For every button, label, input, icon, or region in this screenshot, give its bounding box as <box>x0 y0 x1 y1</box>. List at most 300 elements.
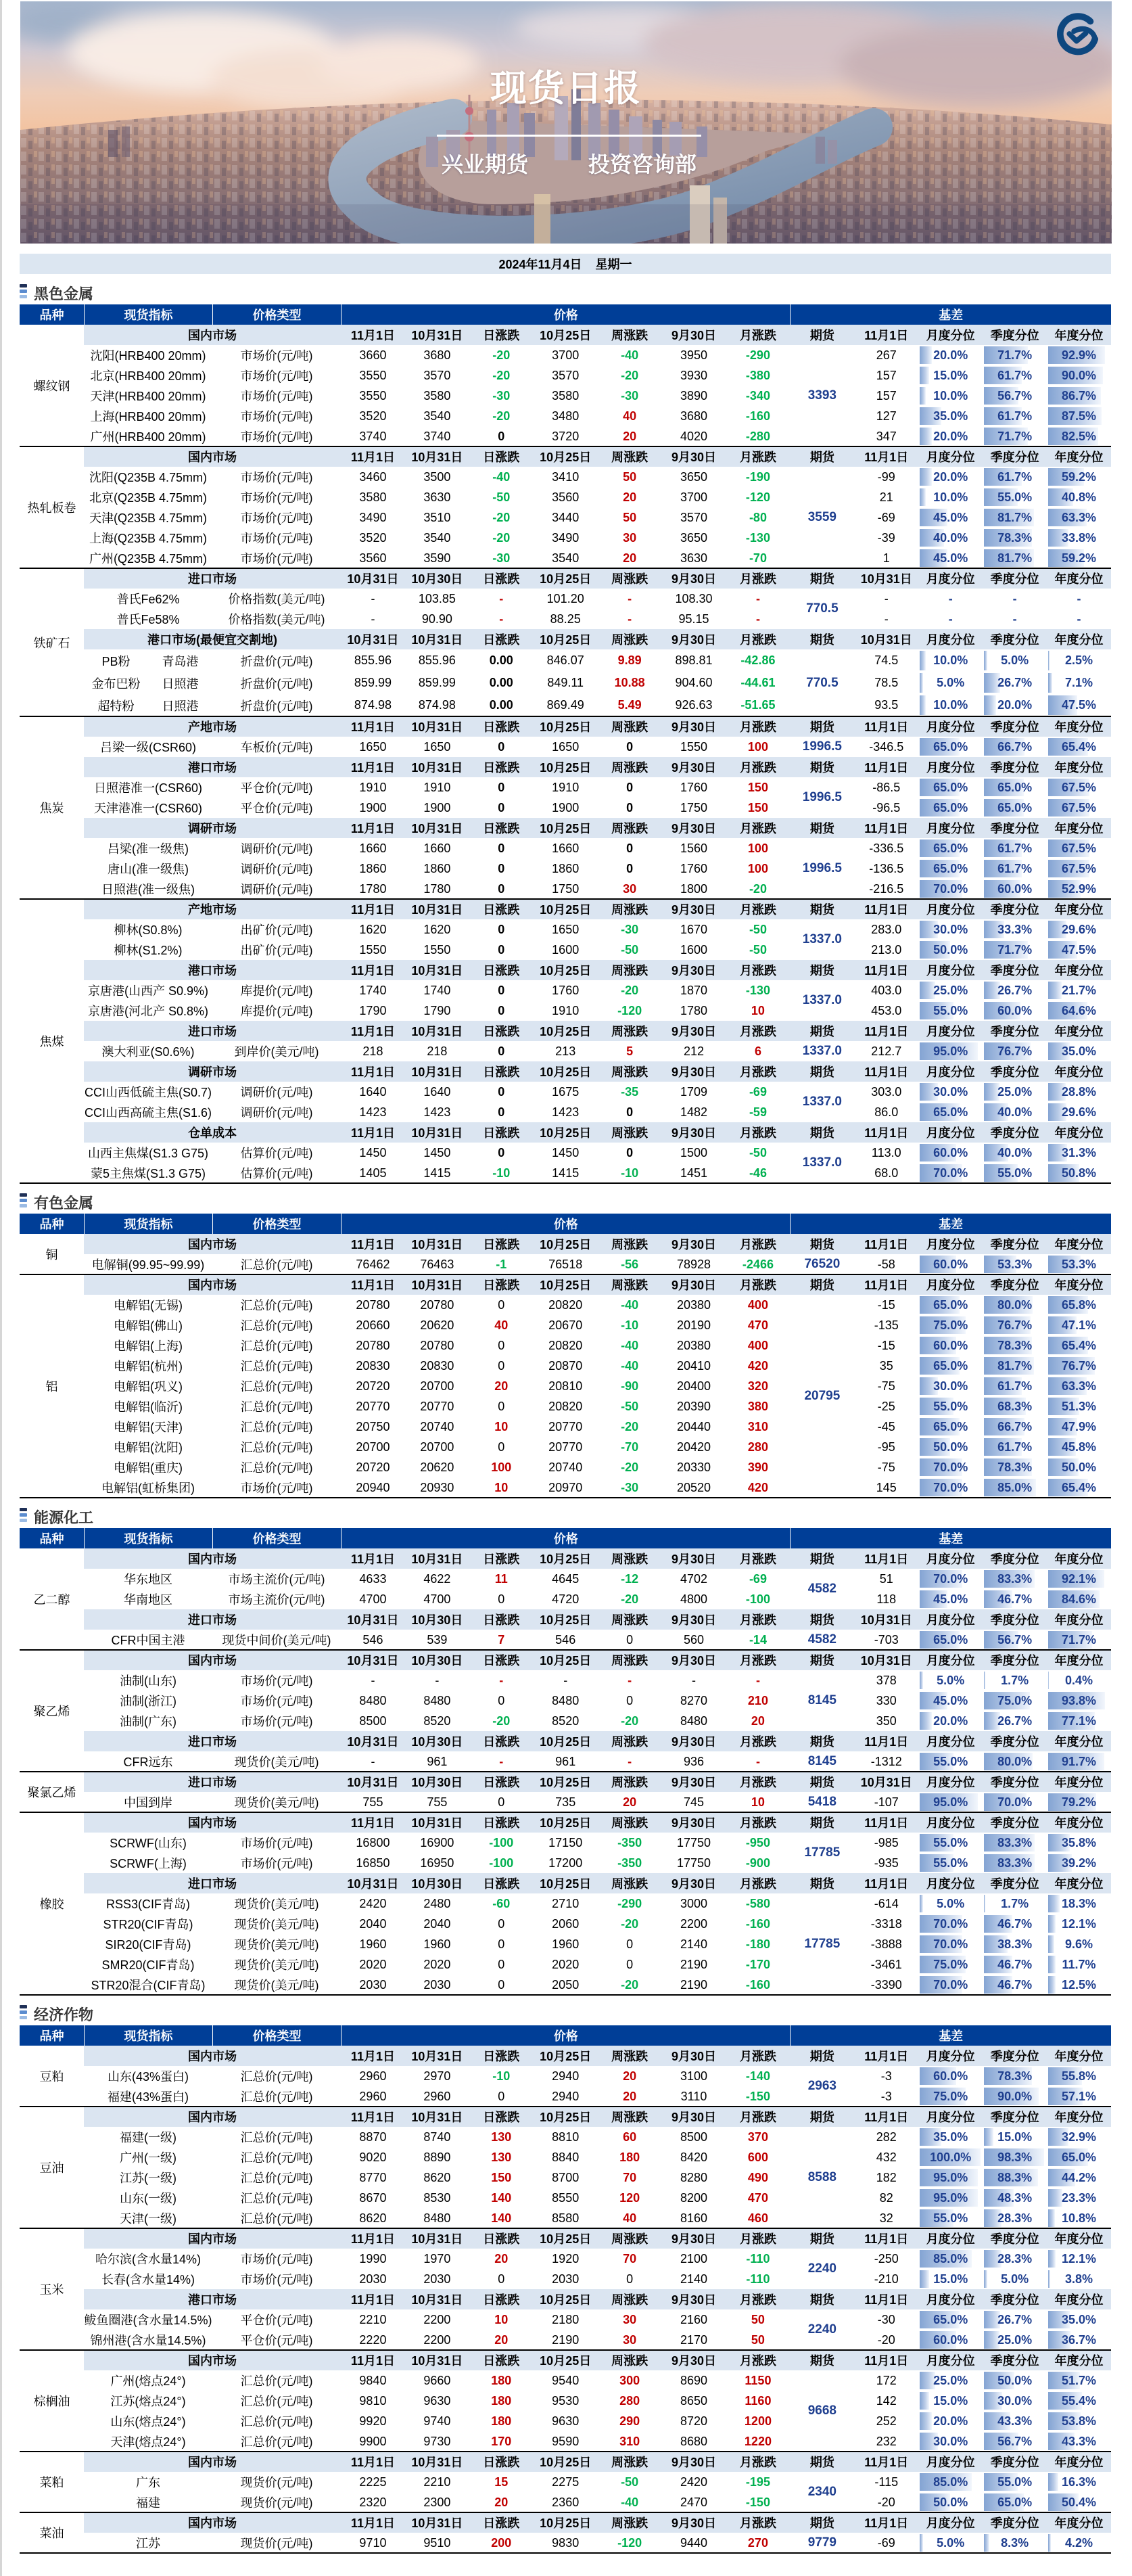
price-type: 市场主流价(元/吨) <box>228 1573 325 1586</box>
price-type: 市场价(元/吨) <box>240 2273 313 2286</box>
label-day-change: 日涨跌 <box>483 1025 520 1038</box>
data-bar <box>984 1672 985 1689</box>
basis-pct-quarter <box>983 1102 1047 1122</box>
week-change: -20 <box>621 983 639 997</box>
price-previous: 20620 <box>420 1460 454 1474</box>
basis-pct-quarter <box>983 2127 1047 2147</box>
date-month-ago: 9月30日 <box>671 1279 717 1292</box>
basis-value: -95 <box>877 1440 895 1454</box>
basis-pct-quarter <box>983 1437 1047 1457</box>
block-rows <box>84 2249 1111 2289</box>
variety-label: 焦煤 <box>39 1035 64 1049</box>
spot-indicator: SCRWF(山东) <box>110 1837 187 1850</box>
label-week-change: 周涨跌 <box>611 1025 648 1038</box>
basis-value: -703 <box>874 1632 899 1647</box>
label-pct-year: 年度分位 <box>1054 1735 1104 1749</box>
label-day-change: 日涨跌 <box>483 2456 520 2469</box>
basis-pct-month <box>918 1670 983 1690</box>
day-change: 0 <box>498 1937 505 1951</box>
week-change: 20 <box>623 1795 637 1809</box>
basis-pct-year <box>1047 672 1111 694</box>
month-change: 400 <box>747 1338 768 1352</box>
basis-pct-year <box>1047 2370 1111 2391</box>
basis-pct-month <box>918 1376 983 1396</box>
week-change: -30 <box>621 922 639 936</box>
price-current: 755 <box>362 1795 383 1809</box>
basis-pct-quarter <box>983 528 1047 548</box>
price-month-ago: 936 <box>684 1754 705 1768</box>
basis-pct-quarter <box>983 1833 1047 1853</box>
label-pct-year: 年度分位 <box>1054 2354 1104 2368</box>
price-previous: 3580 <box>423 388 451 402</box>
label-week-change: 周涨跌 <box>611 1654 648 1668</box>
price-week-ago: 1910 <box>552 1003 580 1017</box>
pct-value: 57.1% <box>1062 2089 1097 2103</box>
price-previous: 16900 <box>420 1835 454 1849</box>
price-current: 1910 <box>359 780 387 794</box>
date-previous: 10月30日 <box>411 1654 463 1668</box>
variety-body <box>84 2046 1111 2107</box>
data-bar <box>984 1895 985 1912</box>
pct-value: 76.7% <box>997 1318 1033 1332</box>
pct-value: 70.0% <box>997 1795 1033 1809</box>
variety-body <box>84 2452 1111 2512</box>
market-subheader <box>84 1061 1111 1082</box>
month-change: -50 <box>749 942 767 957</box>
price-type: 市场价(元/吨) <box>240 511 313 525</box>
basis-pct-year <box>1047 838 1111 858</box>
basis-pct-year <box>1047 1589 1111 1609</box>
label-day-change: 日涨跌 <box>483 2516 520 2530</box>
month-change: -51.65 <box>740 698 776 712</box>
price-current: 3490 <box>359 510 387 524</box>
date-week-ago: 10月25日 <box>540 1126 592 1140</box>
column-header-variety: 品种 <box>39 1532 64 1546</box>
label-futures: 期货 <box>809 761 834 775</box>
basis-value: 127 <box>876 409 897 423</box>
price-type: 汇总价(元/吨) <box>240 1380 313 1394</box>
date-current: 10月31日 <box>347 1877 399 1891</box>
data-bar <box>920 2412 932 2430</box>
price-previous: 3630 <box>423 490 451 504</box>
data-bar <box>1048 982 1062 999</box>
pct-value: 10.0% <box>933 490 968 504</box>
date-basis: 11月1日 <box>864 1552 909 1566</box>
market-subheader <box>84 1234 1111 1254</box>
price-type: 平仓价(元/吨) <box>240 2334 313 2347</box>
label-day-change: 日涨跌 <box>483 1613 520 1627</box>
pct-value: 12.5% <box>1062 1977 1097 1992</box>
price-week-ago: 17200 <box>548 1856 583 1870</box>
price-previous: 1740 <box>423 983 451 997</box>
section-title <box>20 1183 1111 1214</box>
market-label: 港口市场 <box>188 964 237 978</box>
basis-value: 347 <box>876 429 897 443</box>
price-current: 2210 <box>359 2312 387 2326</box>
market-subheader <box>84 2107 1111 2127</box>
basis-pct-quarter <box>983 2492 1047 2512</box>
section-bullet-icon <box>20 1508 27 1524</box>
basis-pct-quarter <box>983 1934 1047 1954</box>
day-change: 0 <box>498 2272 505 2286</box>
label-pct-month: 月度分位 <box>926 1126 975 1140</box>
pct-value: 55.0% <box>997 490 1033 504</box>
variety-group <box>20 2046 1111 2107</box>
basis-value: 32 <box>879 2211 893 2225</box>
basis-value: -614 <box>874 1896 899 1910</box>
pct-value: 51.7% <box>1062 2373 1097 2387</box>
basis-value: 330 <box>876 1693 897 1707</box>
month-change: -280 <box>745 429 770 443</box>
basis-pct-quarter <box>983 2086 1047 2107</box>
date-basis: 10月31日 <box>860 572 912 586</box>
label-week-change: 周涨跌 <box>611 1613 648 1627</box>
spot-indicator: SMR20(CIF青岛) <box>101 1958 195 1972</box>
pct-value: 67.5% <box>1062 800 1097 814</box>
label-day-change: 日涨跌 <box>483 572 520 586</box>
market-subheader <box>84 716 1111 737</box>
price-current: 2030 <box>359 2272 387 2286</box>
basis-pct-quarter <box>983 1893 1047 1914</box>
price-previous: 4700 <box>423 1592 451 1606</box>
basis-pct-quarter <box>983 2472 1047 2492</box>
label-month-change: 月涨跌 <box>739 572 776 586</box>
price-week-ago: 1960 <box>552 1937 580 1951</box>
date-month-ago: 9月30日 <box>671 1238 717 1251</box>
label-pct-year: 年度分位 <box>1054 2050 1104 2063</box>
basis-value: -25 <box>877 1399 895 1413</box>
date-previous: 10月31日 <box>411 2354 463 2368</box>
month-change: 320 <box>747 1379 768 1393</box>
date-basis: 11月1日 <box>864 451 909 464</box>
month-change: 50 <box>751 2312 765 2326</box>
price-month-ago: 560 <box>684 1632 705 1647</box>
price-week-ago: 2275 <box>552 2475 580 2489</box>
pct-value: 67.5% <box>1062 780 1097 794</box>
price-previous: 16950 <box>420 1856 454 1870</box>
label-week-change: 周涨跌 <box>611 633 648 647</box>
week-change: 9.89 <box>617 653 642 667</box>
day-change: -100 <box>489 1835 514 1849</box>
month-change: -160 <box>745 409 770 423</box>
price-current: 1900 <box>359 800 387 814</box>
price-week-ago: 8840 <box>552 2150 580 2164</box>
report-date-bar <box>20 254 1111 274</box>
basis-pct-month <box>918 2269 983 2289</box>
label-pct-year: 年度分位 <box>1054 822 1104 835</box>
price-month-ago: 212 <box>684 1044 705 1058</box>
basis-pct-month <box>918 940 983 960</box>
day-change: -60 <box>492 1896 511 1910</box>
label-day-change: 日涨跌 <box>483 1279 520 1292</box>
basis-pct-year <box>1047 1569 1111 1589</box>
label-pct-quarter: 季度分位 <box>990 1877 1039 1891</box>
basis-value: -3318 <box>870 1916 902 1931</box>
month-change: -120 <box>745 490 770 504</box>
basis-pct-quarter <box>983 609 1047 629</box>
variety-group <box>20 446 1111 568</box>
basis-value: -86.5 <box>872 780 901 794</box>
spot-indicator: 山东(熔点24°) <box>110 2415 186 2429</box>
basis-pct-year <box>1047 528 1111 548</box>
column-header-price-type: 价格类型 <box>212 2025 341 2046</box>
date-month-ago: 9月30日 <box>671 1552 717 1566</box>
label-pct-month: 月度分位 <box>926 903 975 917</box>
price-month-ago: 4800 <box>680 1592 708 1606</box>
price-month-ago: 2140 <box>680 2272 708 2286</box>
market-subheader <box>84 629 1111 649</box>
pct-value: 65.4% <box>1062 739 1097 754</box>
price-month-ago: 9440 <box>680 2535 708 2550</box>
pct-value: 16.3% <box>1062 2475 1097 2489</box>
pct-value: 30.0% <box>933 1084 968 1099</box>
pct-value: 65.0% <box>933 780 968 794</box>
basis-pct-year <box>1047 548 1111 568</box>
month-change: 390 <box>747 1460 768 1474</box>
month-change: 50 <box>751 2332 765 2347</box>
basis-pct-year <box>1047 1417 1111 1437</box>
basis-pct-year <box>1047 2066 1111 2086</box>
price-current: 1740 <box>359 983 387 997</box>
price-type: 汇总价(元/吨) <box>240 2415 313 2429</box>
price-week-ago: 20870 <box>548 1358 583 1373</box>
price-type: 市场价(元/吨) <box>240 471 313 484</box>
block-rows <box>84 1041 1111 1061</box>
data-bar <box>1048 673 1052 693</box>
basis-pct-quarter <box>983 694 1047 716</box>
basis-pct-month <box>918 1417 983 1437</box>
basis-pct-year <box>1047 2208 1111 2228</box>
basis-pct-year <box>1047 365 1111 386</box>
spot-indicator: 沈阳(HRB400 20mm) <box>90 349 206 363</box>
basis-value: 51 <box>879 1571 893 1586</box>
pct-value: 2.5% <box>1065 653 1093 667</box>
spot-indicator: 广州(一级) <box>120 2151 176 2165</box>
basis-pct-year <box>1047 1630 1111 1650</box>
month-change: -69 <box>749 1571 767 1586</box>
price-week-ago: 1910 <box>552 780 580 794</box>
label-pct-quarter: 季度分位 <box>990 1552 1039 1566</box>
price-current: 1650 <box>359 739 387 754</box>
pct-value: 26.7% <box>997 2312 1033 2326</box>
basis-pct-quarter <box>983 1630 1047 1650</box>
spot-indicator: 天津(熔点24°) <box>110 2435 186 2449</box>
date-week-ago: 10月25日 <box>540 1025 592 1038</box>
pct-value: 33.3% <box>997 922 1033 936</box>
basis-pct-year <box>1047 1143 1111 1163</box>
market-label: 港口市场 <box>188 2293 237 2307</box>
price-month-ago: 95.15 <box>678 612 709 626</box>
futures-price: 1996.5 <box>802 861 842 875</box>
basis-pct-month <box>918 2208 983 2228</box>
price-month-ago: 1560 <box>680 841 708 855</box>
price-current: 3740 <box>359 429 387 443</box>
date-week-ago: 10月25日 <box>540 1816 592 1830</box>
pct-value: 84.6% <box>1062 1592 1097 1606</box>
label-week-change: 周涨跌 <box>611 2111 648 2124</box>
basis-pct-year <box>1047 1356 1111 1376</box>
data-bar <box>1048 2189 1062 2207</box>
data-bar <box>1048 2250 1056 2268</box>
basis-pct-quarter <box>983 1751 1047 1772</box>
date-current: 11月1日 <box>350 2516 395 2530</box>
week-change: -30 <box>621 1480 639 1494</box>
day-change: 7 <box>498 1632 505 1647</box>
market-label: 进口市场 <box>188 1776 237 1789</box>
week-change: -50 <box>621 1399 639 1413</box>
label-futures: 期货 <box>809 822 834 835</box>
pct-value: 65.0% <box>997 800 1033 814</box>
label-futures: 期货 <box>809 2293 834 2307</box>
label-week-change: 周涨跌 <box>611 1816 648 1830</box>
block-rows <box>84 838 1111 899</box>
futures-price: 1337.0 <box>802 993 842 1007</box>
pct-value: 20.0% <box>933 429 968 443</box>
label-futures: 期货 <box>809 1126 834 1140</box>
data-bar <box>1048 1672 1049 1689</box>
date-basis: 10月31日 <box>860 1613 912 1627</box>
price-month-ago: 1500 <box>680 1145 708 1159</box>
basis-value: 157 <box>876 388 897 402</box>
basis-pct-month <box>918 2066 983 2086</box>
price-type: 调研价(元/吨) <box>240 862 313 876</box>
label-pct-year: 年度分位 <box>1054 1065 1104 1079</box>
basis-value: -985 <box>874 1835 899 1849</box>
spot-indicator: 北京(Q235B 4.75mm) <box>89 491 208 505</box>
week-change: -20 <box>621 1714 639 1728</box>
date-week-ago: 10月25日 <box>540 633 592 647</box>
data-bar <box>1048 1956 1056 1973</box>
month-change: 470 <box>747 1318 768 1332</box>
spot-indicator: 天津(HRB400 20mm) <box>90 390 206 403</box>
date-month-ago: 9月30日 <box>671 2354 717 2368</box>
pct-value: 60.0% <box>933 1338 968 1352</box>
price-month-ago: 3100 <box>680 2069 708 2083</box>
date-previous: 10月31日 <box>411 903 463 917</box>
basis-pct-year <box>1047 919 1111 940</box>
price-previous: 3500 <box>423 469 451 484</box>
variety-group <box>20 899 1111 1183</box>
basis-pct-quarter <box>983 548 1047 568</box>
label-pct-quarter: 季度分位 <box>990 720 1039 734</box>
basis-pct-year <box>1047 2127 1111 2147</box>
basis-pct-month <box>918 1437 983 1457</box>
pct-value: 55.0% <box>933 1399 968 1413</box>
week-change: 40 <box>623 409 637 423</box>
pct-value: 43.3% <box>997 2414 1033 2428</box>
market-subheader <box>84 325 1111 345</box>
spot-indicator: 电解铝(上海) <box>114 1339 183 1353</box>
price-previous: 1640 <box>423 1084 451 1099</box>
label-month-change: 月涨跌 <box>739 903 776 917</box>
date-month-ago: 9月30日 <box>671 1735 717 1749</box>
day-change: - <box>499 612 504 626</box>
pct-value: 20.0% <box>997 698 1033 712</box>
price-previous: 3540 <box>423 409 451 423</box>
label-day-change: 日涨跌 <box>483 1238 520 1251</box>
date-week-ago: 10月25日 <box>540 903 592 917</box>
pct-value: 46.7% <box>997 1957 1033 1971</box>
label-week-change: 周涨跌 <box>611 761 648 775</box>
price-type: 汇总价(元/吨) <box>240 1319 313 1333</box>
pct-value: 75.0% <box>933 1957 968 1971</box>
month-change: 100 <box>747 739 768 754</box>
price-week-ago: 869.49 <box>546 698 584 712</box>
variety-group <box>20 1812 1111 1995</box>
price-previous: 20780 <box>420 1297 454 1312</box>
market-label: 国内市场 <box>188 1238 237 1251</box>
pct-value: 85.0% <box>997 1480 1033 1494</box>
label-week-change: 周涨跌 <box>611 2293 648 2307</box>
month-change: 490 <box>747 2170 768 2184</box>
basis-pct-month <box>918 1082 983 1102</box>
data-bar <box>1048 2534 1051 2552</box>
spot-price-table <box>20 1528 1111 1995</box>
market-label: 进口市场 <box>188 1877 237 1891</box>
label-day-change: 日涨跌 <box>483 2050 520 2063</box>
pct-value: 20.0% <box>933 469 968 484</box>
price-month-ago: - <box>692 1673 697 1687</box>
label-pct-year: 年度分位 <box>1054 2111 1104 2124</box>
date-basis: 11月1日 <box>864 329 909 342</box>
price-type: 市场价(元/吨) <box>240 1674 313 1688</box>
data-bar <box>920 428 932 445</box>
basis-pct-month <box>918 1975 983 1995</box>
day-change: 0 <box>498 1084 505 1099</box>
variety-label: 铁矿石 <box>33 636 70 650</box>
pct-value: 53.3% <box>997 1257 1033 1271</box>
label-pct-month: 月度分位 <box>926 2354 975 2368</box>
pct-value: 46.7% <box>997 1916 1033 1931</box>
basis-pct-month <box>918 2309 983 2330</box>
label-week-change: 周涨跌 <box>611 451 648 464</box>
date-current: 11月1日 <box>350 1065 395 1079</box>
date-basis: 11月1日 <box>864 964 909 978</box>
basis-pct-year <box>1047 1833 1111 1853</box>
price-current: 859.99 <box>354 676 392 689</box>
spot-indicator: 福建(43%蛋白) <box>107 2090 189 2104</box>
basis-value: 118 <box>876 1592 897 1606</box>
basis-value: 172 <box>876 2373 897 2387</box>
day-change: 10 <box>494 1480 509 1494</box>
spot-indicator: 山东(43%蛋白) <box>107 2070 189 2084</box>
week-change: -56 <box>621 1257 639 1271</box>
price-type: 库提价(元/吨) <box>240 1005 313 1018</box>
report-section <box>20 1995 1111 2553</box>
pct-value: 26.7% <box>997 983 1033 997</box>
label-month-change: 月涨跌 <box>739 2232 776 2246</box>
spot-indicator: 电解铝(巩义) <box>114 1380 183 1394</box>
report-weekday: 星期一 <box>595 258 632 271</box>
price-week-ago: 1600 <box>552 942 580 957</box>
basis-pct-quarter <box>983 589 1047 609</box>
date-month-ago: 9月30日 <box>671 2111 717 2124</box>
date-current: 11月1日 <box>350 1238 395 1251</box>
data-bar <box>920 1895 923 1912</box>
label-futures: 期货 <box>809 2111 834 2124</box>
date-basis: 11月1日 <box>864 2516 909 2530</box>
spot-indicator: 锦州港(含水量14.5%) <box>90 2334 206 2347</box>
label-pct-month: 月度分位 <box>926 1025 975 1038</box>
pct-value: 60.0% <box>933 2332 968 2347</box>
day-change: -10 <box>492 1166 511 1180</box>
label-week-change: 周涨跌 <box>611 572 648 586</box>
table-header-row <box>20 304 1111 325</box>
label-pct-month: 月度分位 <box>926 329 975 342</box>
date-current: 10月31日 <box>347 633 399 647</box>
block-rows <box>84 980 1111 1021</box>
price-type: 现货价(美元/吨) <box>234 1979 319 1992</box>
